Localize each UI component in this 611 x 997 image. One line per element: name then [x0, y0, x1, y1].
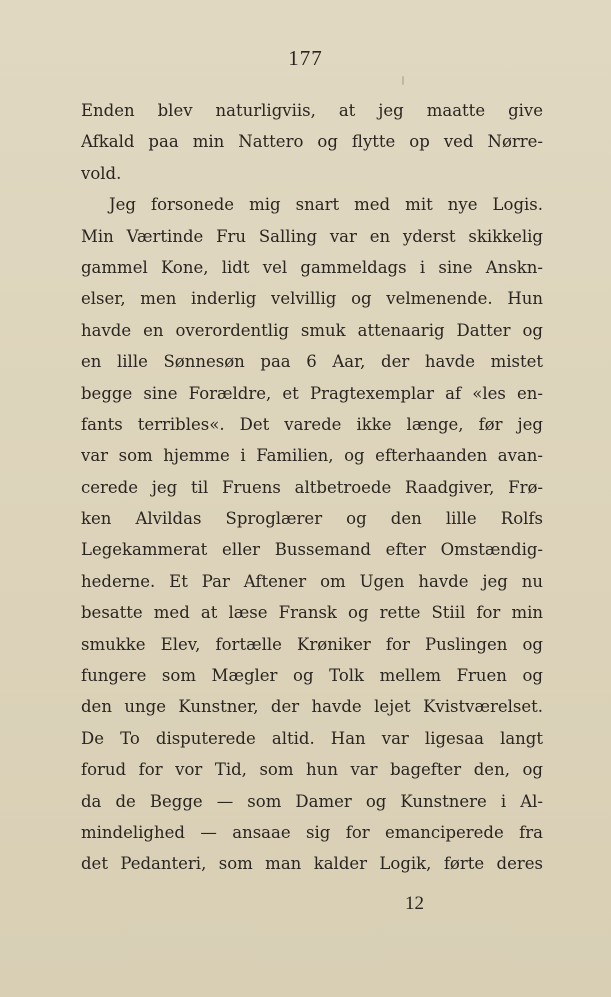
page-number: 177 [288, 46, 323, 70]
text-line: Min Værtinde Fru Salling var en yderst skikkelig [81, 226, 543, 246]
text-line: vold. [81, 163, 122, 183]
body-text [81, 95, 543, 880]
text-line: forud for vor Tid, som hun var bagefter den, og [81, 760, 543, 780]
text-line: Afkald paa min Nattero og flytte op ved Nørre- [81, 132, 543, 152]
text-line: det Pedanteri, som man kalder Logik, førte deres [81, 854, 543, 874]
text-line: besatte med at læse Fransk og rette Stiil for min [81, 603, 543, 623]
text-line: mindelighed — ansaae sig for emanciperede fra [81, 822, 543, 842]
text-line: den unge Kunstner, der havde lejet Kvistværelset. [81, 697, 543, 717]
text-line: fungere som Mægler og Tolk mellem Fruen og [81, 666, 543, 686]
text-line: havde en overordentlig smuk attenaarig Datter og [81, 320, 543, 340]
text-line: begge sine Forældre, et Pragtexemplar af «les en- [81, 383, 543, 403]
text-line: hederne. Et Par Aftener om Ugen havde jeg nu [81, 571, 543, 591]
text-line: da de Begge — som Damer og Kunstnere i Al- [81, 791, 543, 811]
text-line: De To disputerede altid. Han var ligesaa langt [81, 728, 543, 748]
text-line: gammel Kone, lidt vel gammeldags i sine Anskn- [81, 257, 543, 277]
text-line: var som hjemme i Familien, og efterhaanden avan- [81, 446, 543, 466]
text-line: Legekammerat eller Bussemand efter Omstændig- [81, 540, 543, 560]
text-line: elser, men inderlig velvillig og velmenende. Hun [81, 289, 543, 309]
text-line: en lille Sønnesøn paa 6 Aar, der havde mistet [81, 352, 543, 372]
signature-mark: 12 [405, 893, 424, 914]
paper-speck [402, 76, 404, 85]
text-line: cerede jeg til Fruens altbetroede Raadgiver, Frø- [81, 477, 543, 497]
text-line: smukke Elev, fortælle Krøniker for Puslingen og [81, 634, 543, 654]
text-line: ken Alvildas Sproglærer og den lille Rolfs [81, 509, 543, 529]
text-line: Jeg forsonede mig snart med mit nye Logis. [109, 195, 543, 215]
text-line: Enden blev naturligviis, at jeg maatte give [81, 101, 543, 120]
text-line: fants terribles«. Det varede ikke længe, før jeg [81, 414, 543, 434]
